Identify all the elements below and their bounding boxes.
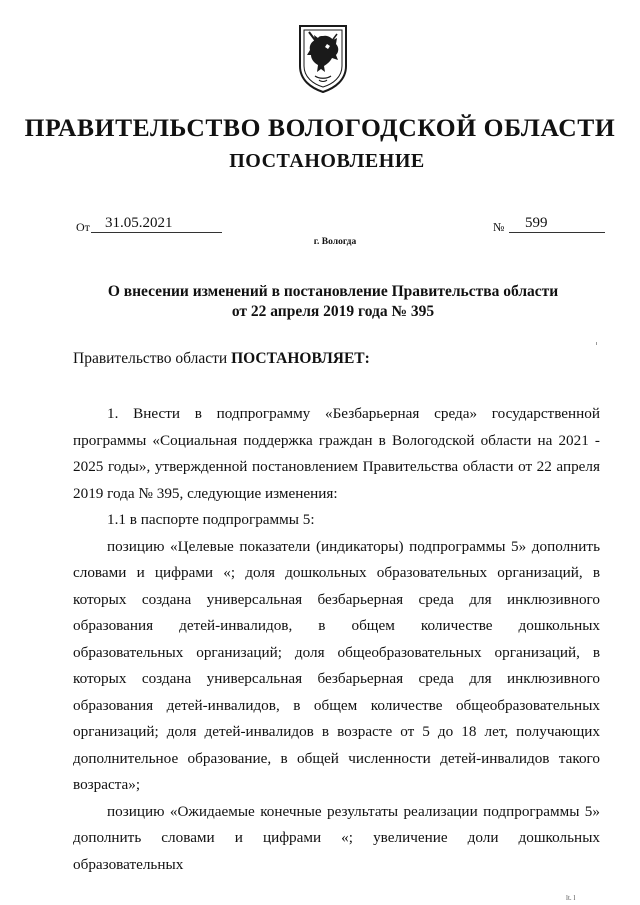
document-number: 599: [509, 215, 605, 233]
document-date: 31.05.2021: [91, 215, 222, 233]
government-title: ПРАВИТЕЛЬСТВО ВОЛОГОДСКОЙ ОБЛАСТИ: [24, 113, 616, 142]
scan-mark: [596, 342, 597, 345]
preamble-text: Правительство области: [73, 350, 232, 367]
document-type: ПОСТАНОВЛЕНИЕ: [229, 150, 425, 172]
paragraph: позицию «Ожидаемые конечные результаты реализации подпрограммы 5» дополнить словами и цифрами «; увеличение доли дошкольных образовательных: [73, 802, 600, 873]
number-label: №: [493, 220, 505, 234]
preamble-resolution: ПОСТАНОВЛЯЕТ:: [231, 350, 370, 367]
heading-line: О внесении изменений в постановление Правительства области: [107, 283, 559, 300]
paragraph: 1. Внести в подпрограмму «Безбарьерная среда» государственной программы «Социальная поддержка граждан в Вологодской области на 2021 - 2025 годы», утвержденной постановлением Правительства области от 22 апреля 2019 года № 395, следующие изменения:: [73, 405, 600, 502]
date-label: От: [76, 220, 90, 234]
city: г. Вологда: [313, 237, 357, 247]
preamble: [73, 350, 370, 368]
document-heading: [80, 282, 586, 322]
paragraph: позицию «Целевые показатели (индикаторы) подпрограммы 5» дополнить словами и цифрами «; доля дошкольных образовательных организаций, в которых создана универсальная безбарьерная среда для инклюзивного образования детей-инвалидов, в общем количестве дошкольных образовательных организаций; доля общеобразовательных организаций, в которых создана универсальная безбарьерная среда для инклюзивного образования детей-инвалидов, в общем количестве общеобразовательных организаций; доля детей-инвалидов в возрасте от 5 до 18 лет, получающих дополнительное образование, в общей численности детей-инвалидов такого возраста»;: [73, 537, 600, 793]
coat-of-arms-icon: [297, 22, 349, 94]
document-body: [73, 401, 600, 878]
heading-line: от 22 апреля 2019 года № 395: [231, 303, 435, 320]
page-mark: lt. l: [566, 894, 576, 902]
paragraph: 1.1 в паспорте подпрограммы 5:: [107, 511, 315, 528]
